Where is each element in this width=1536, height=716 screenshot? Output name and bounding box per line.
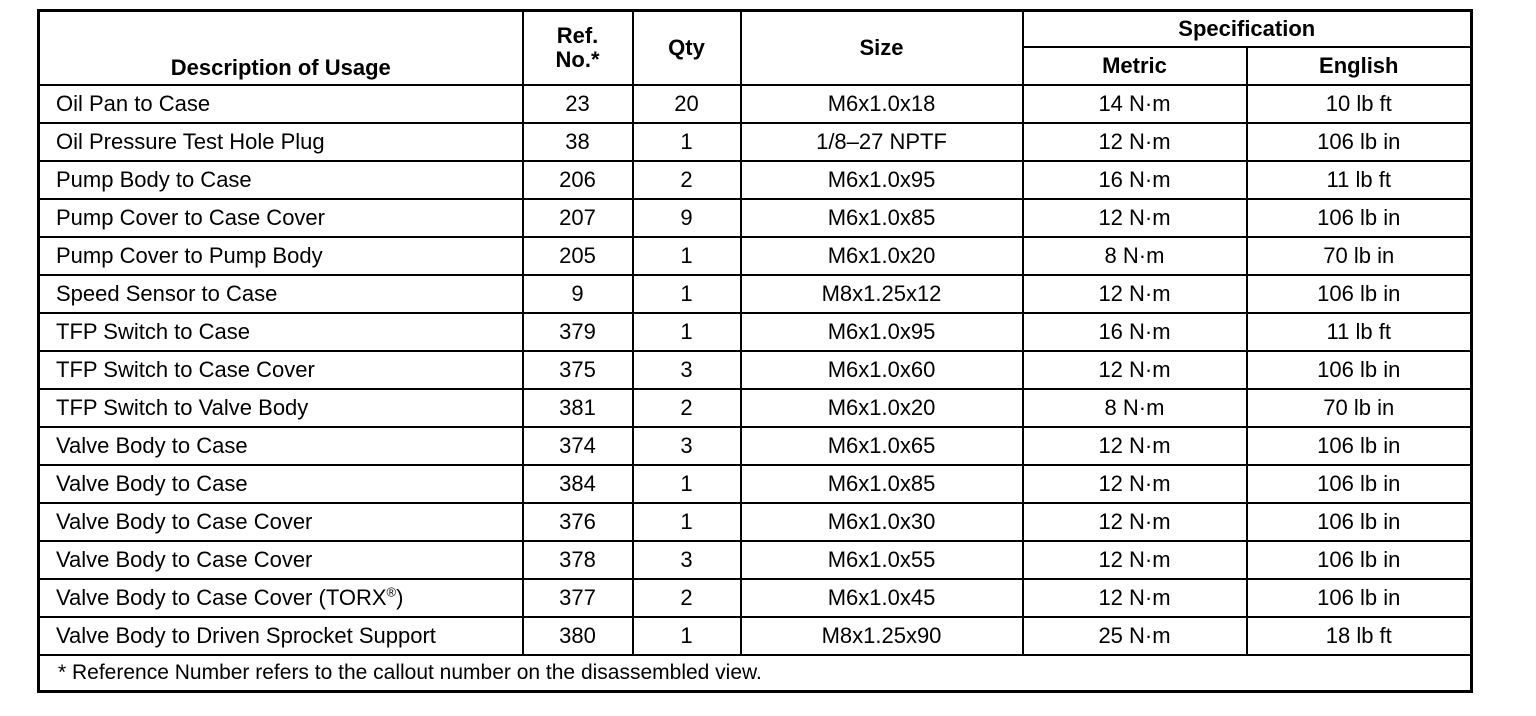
cell-qty: 1 bbox=[633, 313, 741, 351]
cell-description: Valve Body to Case bbox=[39, 427, 523, 465]
cell-qty: 20 bbox=[633, 85, 741, 123]
cell-size: M6x1.0x55 bbox=[741, 541, 1023, 579]
header-ref-line2: No.* bbox=[555, 47, 600, 72]
cell-description: TFP Switch to Case Cover bbox=[39, 351, 523, 389]
table-row bbox=[39, 579, 1472, 617]
cell-description: Oil Pressure Test Hole Plug bbox=[39, 123, 523, 161]
cell-metric: 12 N·m bbox=[1023, 123, 1247, 161]
cell-ref: 9 bbox=[523, 275, 633, 313]
cell-description-text: Valve Body to Case Cover (TORX bbox=[56, 585, 387, 610]
cell-qty: 1 bbox=[633, 465, 741, 503]
table-row bbox=[39, 465, 1472, 503]
cell-size: 1/8–27 NPTF bbox=[741, 123, 1023, 161]
table-row bbox=[39, 199, 1472, 237]
cell-description: Pump Body to Case bbox=[39, 161, 523, 199]
cell-description: TFP Switch to Valve Body bbox=[39, 389, 523, 427]
cell-size: M6x1.0x65 bbox=[741, 427, 1023, 465]
cell-description bbox=[39, 579, 523, 617]
cell-qty: 1 bbox=[633, 617, 741, 655]
cell-size: M6x1.0x95 bbox=[741, 161, 1023, 199]
table-row bbox=[39, 617, 1472, 655]
cell-qty: 1 bbox=[633, 503, 741, 541]
cell-ref: 206 bbox=[523, 161, 633, 199]
cell-english: 106 lb in bbox=[1247, 503, 1472, 541]
cell-ref: 205 bbox=[523, 237, 633, 275]
cell-description: Speed Sensor to Case bbox=[39, 275, 523, 313]
cell-description: Oil Pan to Case bbox=[39, 85, 523, 123]
cell-ref: 23 bbox=[523, 85, 633, 123]
header-ref-line1: Ref. bbox=[556, 23, 599, 48]
cell-english: 106 lb in bbox=[1247, 199, 1472, 237]
cell-size: M6x1.0x20 bbox=[741, 237, 1023, 275]
cell-description: Valve Body to Case Cover bbox=[39, 503, 523, 541]
cell-ref: 375 bbox=[523, 351, 633, 389]
footnote-row bbox=[39, 655, 1472, 692]
cell-size: M6x1.0x30 bbox=[741, 503, 1023, 541]
cell-description: Valve Body to Case bbox=[39, 465, 523, 503]
cell-description: Valve Body to Driven Sprocket Support bbox=[39, 617, 523, 655]
header-qty: Qty bbox=[633, 11, 741, 86]
header-ref-no bbox=[523, 11, 633, 86]
cell-ref: 379 bbox=[523, 313, 633, 351]
cell-metric: 8 N·m bbox=[1023, 389, 1247, 427]
cell-english: 106 lb in bbox=[1247, 351, 1472, 389]
cell-ref: 381 bbox=[523, 389, 633, 427]
cell-qty: 1 bbox=[633, 275, 741, 313]
cell-metric: 25 N·m bbox=[1023, 617, 1247, 655]
cell-size: M6x1.0x45 bbox=[741, 579, 1023, 617]
cell-metric: 16 N·m bbox=[1023, 161, 1247, 199]
cell-qty: 9 bbox=[633, 199, 741, 237]
cell-ref: 38 bbox=[523, 123, 633, 161]
cell-size: M8x1.25x12 bbox=[741, 275, 1023, 313]
cell-description: Valve Body to Case Cover bbox=[39, 541, 523, 579]
cell-metric: 12 N·m bbox=[1023, 579, 1247, 617]
cell-english: 106 lb in bbox=[1247, 541, 1472, 579]
table-row bbox=[39, 351, 1472, 389]
footnote: * Reference Number refers to the callout number on the disassembled view. bbox=[39, 655, 1472, 692]
cell-size: M6x1.0x18 bbox=[741, 85, 1023, 123]
cell-ref: 207 bbox=[523, 199, 633, 237]
cell-size: M8x1.25x90 bbox=[741, 617, 1023, 655]
torque-spec-table bbox=[37, 9, 1473, 693]
table-row bbox=[39, 541, 1472, 579]
table-row bbox=[39, 237, 1472, 275]
cell-description: Pump Cover to Case Cover bbox=[39, 199, 523, 237]
cell-qty: 3 bbox=[633, 427, 741, 465]
cell-description-tail: ) bbox=[396, 585, 404, 610]
cell-metric: 12 N·m bbox=[1023, 503, 1247, 541]
cell-qty: 1 bbox=[633, 123, 741, 161]
cell-qty: 2 bbox=[633, 389, 741, 427]
table-row bbox=[39, 427, 1472, 465]
cell-size: M6x1.0x60 bbox=[741, 351, 1023, 389]
cell-size: M6x1.0x85 bbox=[741, 465, 1023, 503]
cell-metric: 8 N·m bbox=[1023, 237, 1247, 275]
cell-size: M6x1.0x85 bbox=[741, 199, 1023, 237]
cell-english: 106 lb in bbox=[1247, 123, 1472, 161]
header-metric: Metric bbox=[1023, 47, 1247, 85]
cell-metric: 12 N·m bbox=[1023, 199, 1247, 237]
cell-english: 106 lb in bbox=[1247, 465, 1472, 503]
cell-size: M6x1.0x20 bbox=[741, 389, 1023, 427]
table-row bbox=[39, 123, 1472, 161]
header-specification: Specification bbox=[1023, 11, 1472, 48]
cell-metric: 12 N·m bbox=[1023, 427, 1247, 465]
table-row bbox=[39, 389, 1472, 427]
cell-english: 70 lb in bbox=[1247, 237, 1472, 275]
cell-english: 70 lb in bbox=[1247, 389, 1472, 427]
table-row bbox=[39, 275, 1472, 313]
cell-metric: 14 N·m bbox=[1023, 85, 1247, 123]
cell-size: M6x1.0x95 bbox=[741, 313, 1023, 351]
cell-english: 106 lb in bbox=[1247, 579, 1472, 617]
table-row bbox=[39, 85, 1472, 123]
cell-ref: 380 bbox=[523, 617, 633, 655]
cell-english: 106 lb in bbox=[1247, 275, 1472, 313]
header-description: Description of Usage bbox=[39, 11, 523, 86]
table-row bbox=[39, 313, 1472, 351]
cell-qty: 3 bbox=[633, 541, 741, 579]
cell-english: 11 lb ft bbox=[1247, 161, 1472, 199]
cell-english: 11 lb ft bbox=[1247, 313, 1472, 351]
cell-ref: 374 bbox=[523, 427, 633, 465]
cell-ref: 378 bbox=[523, 541, 633, 579]
cell-metric: 12 N·m bbox=[1023, 351, 1247, 389]
registered-mark: ® bbox=[386, 584, 397, 600]
cell-ref: 376 bbox=[523, 503, 633, 541]
cell-qty: 1 bbox=[633, 237, 741, 275]
table-row bbox=[39, 503, 1472, 541]
cell-metric: 12 N·m bbox=[1023, 275, 1247, 313]
table-row bbox=[39, 161, 1472, 199]
cell-english: 18 lb ft bbox=[1247, 617, 1472, 655]
cell-qty: 3 bbox=[633, 351, 741, 389]
header-english: English bbox=[1247, 47, 1472, 85]
cell-description: TFP Switch to Case bbox=[39, 313, 523, 351]
cell-metric: 12 N·m bbox=[1023, 465, 1247, 503]
cell-metric: 16 N·m bbox=[1023, 313, 1247, 351]
cell-metric: 12 N·m bbox=[1023, 541, 1247, 579]
cell-description: Pump Cover to Pump Body bbox=[39, 237, 523, 275]
cell-english: 106 lb in bbox=[1247, 427, 1472, 465]
cell-english: 10 lb ft bbox=[1247, 85, 1472, 123]
cell-qty: 2 bbox=[633, 579, 741, 617]
cell-qty: 2 bbox=[633, 161, 741, 199]
cell-ref: 377 bbox=[523, 579, 633, 617]
cell-ref: 384 bbox=[523, 465, 633, 503]
header-size: Size bbox=[741, 11, 1023, 86]
